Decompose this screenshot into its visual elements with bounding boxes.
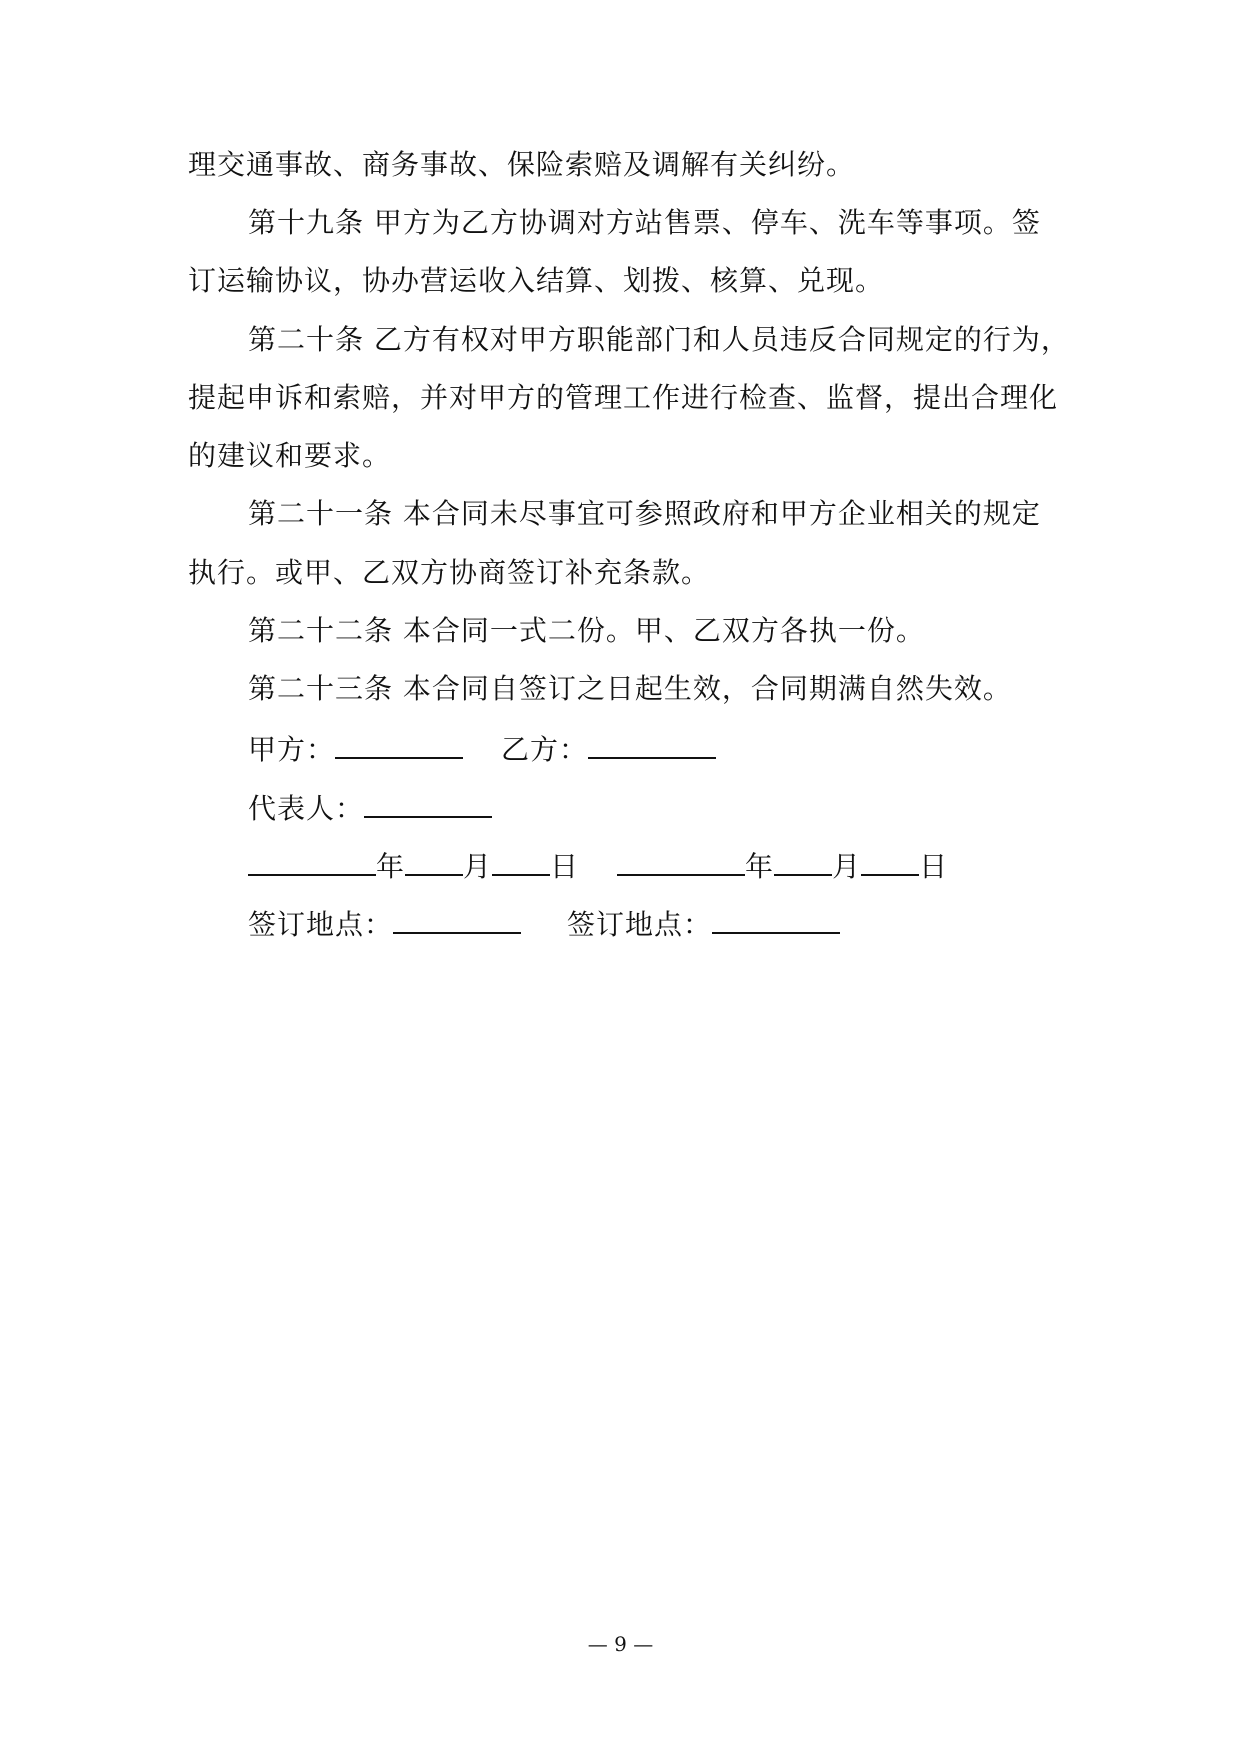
article-23-line: 第二十三条 本合同自签订之日起生效，合同期满自然失效。: [248, 672, 1012, 705]
article-21-line-2: 执行。或甲、乙双方协商签订补充条款。: [188, 556, 711, 589]
year-label-b: 年: [745, 850, 775, 883]
article-20-line-1: 第二十条 乙方有权对甲方职能部门和人员违反合同规定的行为，: [248, 323, 1070, 356]
month-label-b: 月: [832, 850, 862, 883]
party-b-blank: [588, 727, 716, 759]
article-19-line-1: 第十九条 甲方为乙方协调对方站售票、停车、洗车等事项。签: [248, 206, 1041, 239]
place-label-a: 签订地点：: [248, 908, 394, 941]
place-label-b: 签订地点：: [567, 908, 713, 941]
place-blank-a: [393, 902, 521, 934]
representative-label: 代表人：: [248, 792, 365, 825]
paragraph-line: 理交通事故、商务事故、保险索赔及调解有关纠纷。: [188, 148, 856, 181]
day-blank-b: [861, 844, 919, 876]
month-blank-a: [405, 844, 463, 876]
article-20-line-3: 的建议和要求。: [188, 439, 392, 472]
article-19-line-2: 订运输协议，协办营运收入结算、划拨、核算、兑现。: [188, 264, 885, 297]
party-a-blank: [335, 727, 463, 759]
party-signature-line: [248, 727, 1128, 770]
year-label-a: 年: [376, 850, 406, 883]
party-a-label: 甲方：: [248, 733, 336, 766]
year-blank-b: [617, 844, 745, 876]
article-21-line-1: 第二十一条 本合同未尽事宜可参照政府和甲方企业相关的规定: [248, 497, 1041, 530]
article-22-line: 第二十二条 本合同一式二份。甲、乙双方各执一份。: [248, 614, 925, 647]
year-blank-a: [248, 844, 376, 876]
month-label-a: 月: [463, 850, 493, 883]
party-b-label: 乙方：: [501, 733, 589, 766]
day-label-b: 日: [919, 850, 949, 883]
place-blank-b: [712, 902, 840, 934]
representative-blank: [364, 786, 492, 818]
signing-place-line: [248, 902, 1128, 945]
day-blank-a: [492, 844, 550, 876]
article-20-line-2: 提起申诉和索赔，并对甲方的管理工作进行检查、监督，提出合理化: [188, 381, 1059, 414]
day-label-a: 日: [550, 850, 580, 883]
date-line: [248, 844, 1128, 887]
representative-line: [248, 786, 1128, 829]
page-number: — 9 —: [587, 1632, 654, 1656]
month-blank-b: [774, 844, 832, 876]
